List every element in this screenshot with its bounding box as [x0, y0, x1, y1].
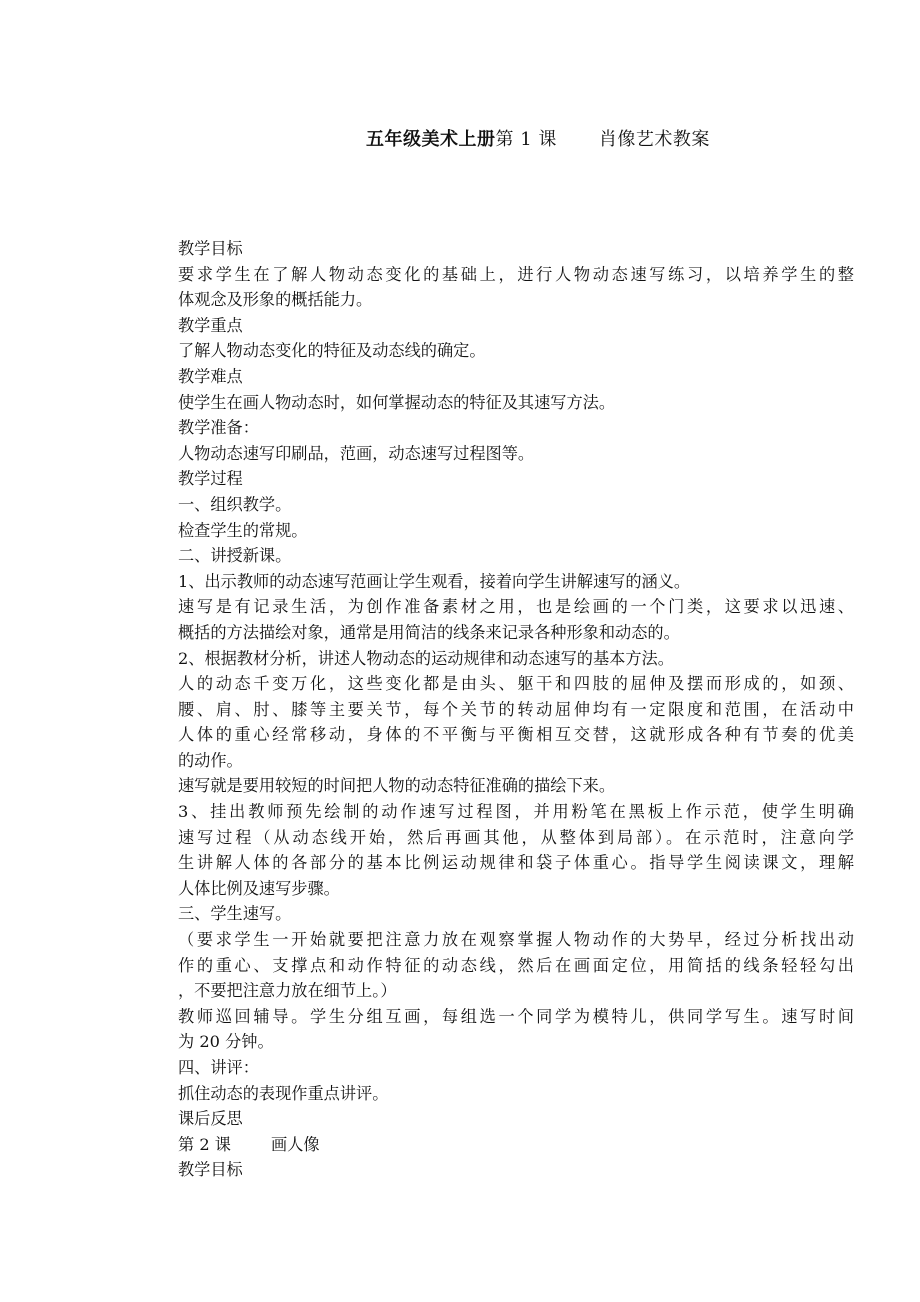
text-line: 教学重点	[178, 315, 243, 335]
text-line: 腰、肩、肘、膝等主要关节，每个关节的转动屈伸均有一定限度和范围，在活动中	[178, 699, 854, 719]
text-line: 教师巡回辅导。学生分组互画，每组选一个同学为模特儿，供同学写生。速写时间	[178, 1006, 854, 1026]
lesson-2-name: 画人像	[270, 1134, 320, 1154]
text-line: 要求学生在了解人物动态变化的基础上，进行人物动态速写练习，以培养学生的整	[178, 264, 854, 284]
text-line: 检查学生的常规。	[178, 520, 308, 540]
text-line: 速写过程（从动态线开始，然后再画其他，从整体到局部）。在示范时，注意向学	[178, 827, 854, 847]
text-line: 人体比例及速写步骤。	[178, 878, 340, 898]
text-line: 使学生在画人物动态时，如何掌握动态的特征及其速写方法。	[178, 392, 616, 412]
document-title	[366, 128, 710, 152]
lesson-2-number: 第 2 课	[178, 1134, 231, 1154]
text-line: 三、学生速写。	[178, 904, 292, 924]
title-lesson-name: 肖像艺术教案	[598, 129, 710, 150]
text-line: 1、出示教师的动态速写范画让学生观看，接着向学生讲解速写的涵义。	[178, 571, 691, 591]
lesson-2-heading	[178, 1132, 854, 1158]
text-line: 作的重心、支撑点和动作特征的动态线，然后在画面定位，用简括的线条轻轻勾出	[178, 955, 854, 975]
text-line: 教学目标	[178, 1160, 243, 1180]
text-line: 体观念及形象的概括能力。	[178, 290, 373, 310]
text-line: 抓住动态的表现作重点讲评。	[178, 1083, 389, 1103]
text-line: 教学目标	[178, 239, 243, 258]
text-line: 二、讲授新课。	[178, 546, 292, 566]
title-grade-book: 五年级美术上册	[366, 129, 496, 150]
text-line: ，不要把注意力放在细节上。）	[178, 981, 397, 1001]
text-line: 四、讲评：	[178, 1058, 259, 1077]
title-lesson-number: 第 1 课	[495, 129, 557, 150]
document-body	[178, 236, 854, 1183]
text-line: （要求学生一开始就要把注意力放在观察掌握人物动作的大势早，经过分析找出动	[178, 930, 854, 950]
text-line: 2、根据教材分析，讲述人物动态的运动规律和动态速写的基本方法。	[178, 648, 674, 668]
text-line: 3、挂出教师预先绘制的动作速写过程图，并用粉笔在黑板上作示范，使学生明确	[178, 802, 854, 822]
text-line: 生讲解人体的各部分的基本比例运动规律和袋子体重心。指导学生阅读课文，理解	[178, 853, 854, 873]
text-line: 人的动态千变万化，这些变化都是由头、躯干和四肢的屈伸及摆而形成的，如颈、	[178, 674, 854, 694]
text-line: 速写是有记录生活，为创作准备素材之用，也是绘画的一个门类，这要求以迅速、	[178, 597, 854, 617]
text-line: 速写就是要用较短的时间把人物的动态特征准确的描绘下来。	[178, 776, 616, 796]
text-line: 教学准备：	[178, 418, 259, 438]
text-line: 教学过程	[178, 469, 243, 489]
text-line: 为 20 分钟。	[178, 1032, 274, 1052]
text-line: 人物动态速写印刷品，范画，动态速写过程图等。	[178, 443, 535, 463]
text-line: 概括的方法描绘对象，通常是用简洁的线条来记录各种形象和动态的。	[178, 622, 680, 642]
text-line: 人体的重心经常移动，身体的不平衡与平衡相互交替，这就形成各种有节奏的优美	[178, 725, 854, 745]
text-line: 的动作。	[178, 750, 243, 770]
text-line: 课后反思	[178, 1109, 243, 1129]
text-line: 教学难点	[178, 366, 243, 386]
text-line: 了解人物动态变化的特征及动态线的确定。	[178, 341, 486, 361]
text-line: 一、组织教学。	[178, 494, 292, 514]
